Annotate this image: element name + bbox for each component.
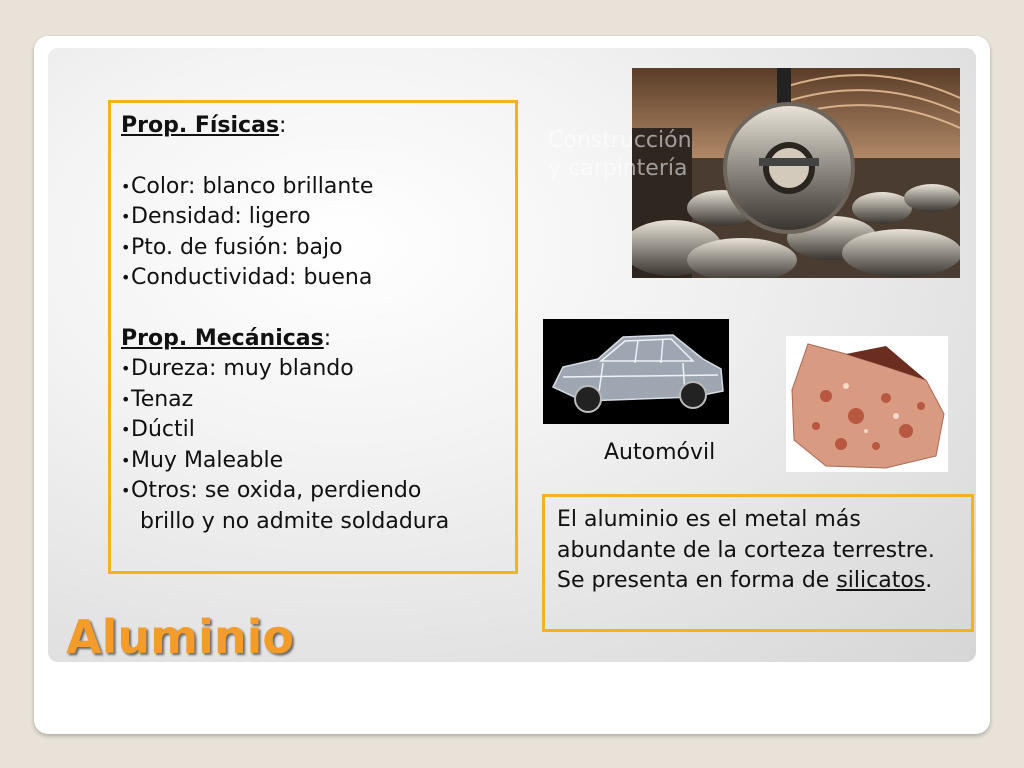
automobile-label: Automóvil xyxy=(604,440,716,465)
slide-title: Aluminio xyxy=(66,610,294,664)
construction-label: Construcción y carpintería xyxy=(548,128,692,181)
mechanical-item: • Tenaz xyxy=(121,386,194,412)
info-text: El aluminio es el metal más abundante de la corteza terrestre. Se presenta en forma de xyxy=(557,507,935,593)
silicatos-link[interactable]: silicatos xyxy=(836,568,926,593)
mechanical-item: • Muy Maleable xyxy=(121,447,284,473)
mechanical-item: • Otros: se oxida, perdiendo xyxy=(121,478,422,503)
physical-item: • Color: blanco brillante xyxy=(121,173,374,199)
info-box: El aluminio es el metal más abundante de la corteza terrestre. Se presenta en forma de silicatos. xyxy=(542,494,974,632)
mechanical-item: • Dureza: muy blando xyxy=(121,356,354,381)
physical-item: • Conductividad: buena xyxy=(121,265,373,290)
mechanical-heading: Prop. Mecánicas: xyxy=(121,325,332,351)
bauxite-rock-image xyxy=(786,336,948,472)
physical-item: • Pto. de fusión: bajo xyxy=(121,234,343,260)
properties-box xyxy=(108,100,518,574)
mechanical-item-continuation: brillo y no admite soldadura xyxy=(140,508,450,534)
car-body-image xyxy=(543,319,729,424)
physical-item: • Densidad: ligero xyxy=(121,204,311,229)
mechanical-item: • Dúctil xyxy=(121,417,195,442)
physical-heading: Prop. Físicas: xyxy=(121,113,287,138)
